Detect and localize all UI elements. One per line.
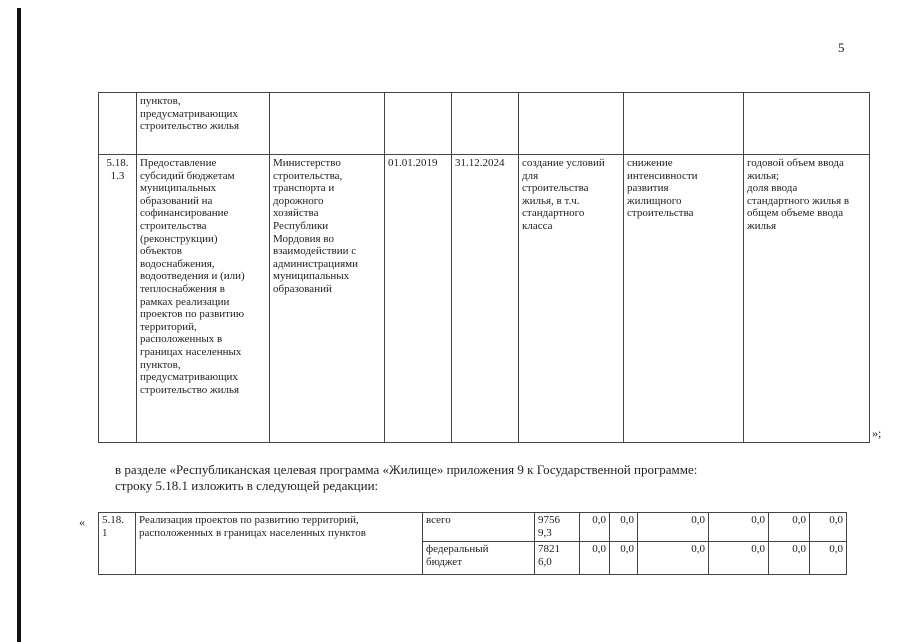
amount-cell: 0,0 — [610, 513, 638, 542]
opening-quote: « — [79, 515, 85, 529]
expected-result-cell: создание условий для строительства жилья, в т.ч. стандартного класса — [519, 155, 624, 443]
total-amount-cell: 9756 9,3 — [535, 513, 580, 542]
table-cell — [519, 93, 624, 155]
table-cell — [744, 93, 870, 155]
executor-cell: Министерство строительства, транспорта и дорожного хозяйства Республики Мордовия во взаимодействии с администрациями муниципальных образований — [270, 155, 385, 443]
financing-table — [98, 512, 847, 575]
amount-cell: 0,0 — [769, 513, 810, 542]
amount-cell: 0,0 — [769, 542, 810, 575]
activities-table — [98, 92, 870, 443]
amount-cell: 0,0 — [709, 542, 769, 575]
amount-cell: 0,0 — [580, 542, 610, 575]
closing-quote: »; — [872, 426, 882, 440]
amount-cell: 0,0 — [810, 513, 847, 542]
end-date-cell: 31.12.2024 — [452, 155, 519, 443]
table-cell — [385, 93, 452, 155]
amount-cell: 0,0 — [638, 513, 709, 542]
start-date-cell: 01.01.2019 — [385, 155, 452, 443]
amount-cell: 0,0 — [638, 542, 709, 575]
activity-name-cell: Предоставление субсидий бюджетам муниципальных образований на софинансирование строительства (реконструкции) объектов водоснабжения, водоотведения и (или) теплоснабжения в рамках реализации проектов по развитию территорий, расположенных в границах населенных пунктов, предусматривающих строительство жилья — [137, 155, 270, 443]
activity-name-cell: пунктов, предусматривающих строительство жилья — [137, 93, 270, 155]
amount-cell: 0,0 — [709, 513, 769, 542]
row-number-cell: 5.18. 1.3 — [99, 155, 137, 443]
row-number-cell: 5.18. 1 — [99, 513, 136, 575]
table-cell — [270, 93, 385, 155]
scan-edge-bar — [17, 8, 21, 642]
amount-cell: 0,0 — [580, 513, 610, 542]
paragraph-line: в разделе «Республиканская целевая программа «Жилище» приложения 9 к Государственной программе: — [115, 462, 698, 477]
indicator-cell: годовой объем ввода жилья; доля ввода стандартного жилья в общем объеме ввода жилья — [744, 155, 870, 443]
paragraph-line: строку 5.18.1 изложить в следующей редакции: — [115, 478, 379, 493]
funding-source-cell: всего — [423, 513, 535, 542]
consequence-cell: снижение интенсивности развития жилищного строительства — [624, 155, 744, 443]
amount-cell: 0,0 — [610, 542, 638, 575]
total-amount-cell: 7821 6,0 — [535, 542, 580, 575]
amount-cell: 0,0 — [810, 542, 847, 575]
table-row — [99, 155, 870, 443]
table-cell — [452, 93, 519, 155]
table-cell — [99, 93, 137, 155]
table-cell — [624, 93, 744, 155]
table-row — [99, 513, 847, 542]
table-row — [99, 93, 870, 155]
funding-source-cell: федеральный бюджет — [423, 542, 535, 575]
activity-name-cell: Реализация проектов по развитию территорий, расположенных в границах населенных пунктов — [136, 513, 423, 575]
page-number: 5 — [838, 40, 845, 55]
